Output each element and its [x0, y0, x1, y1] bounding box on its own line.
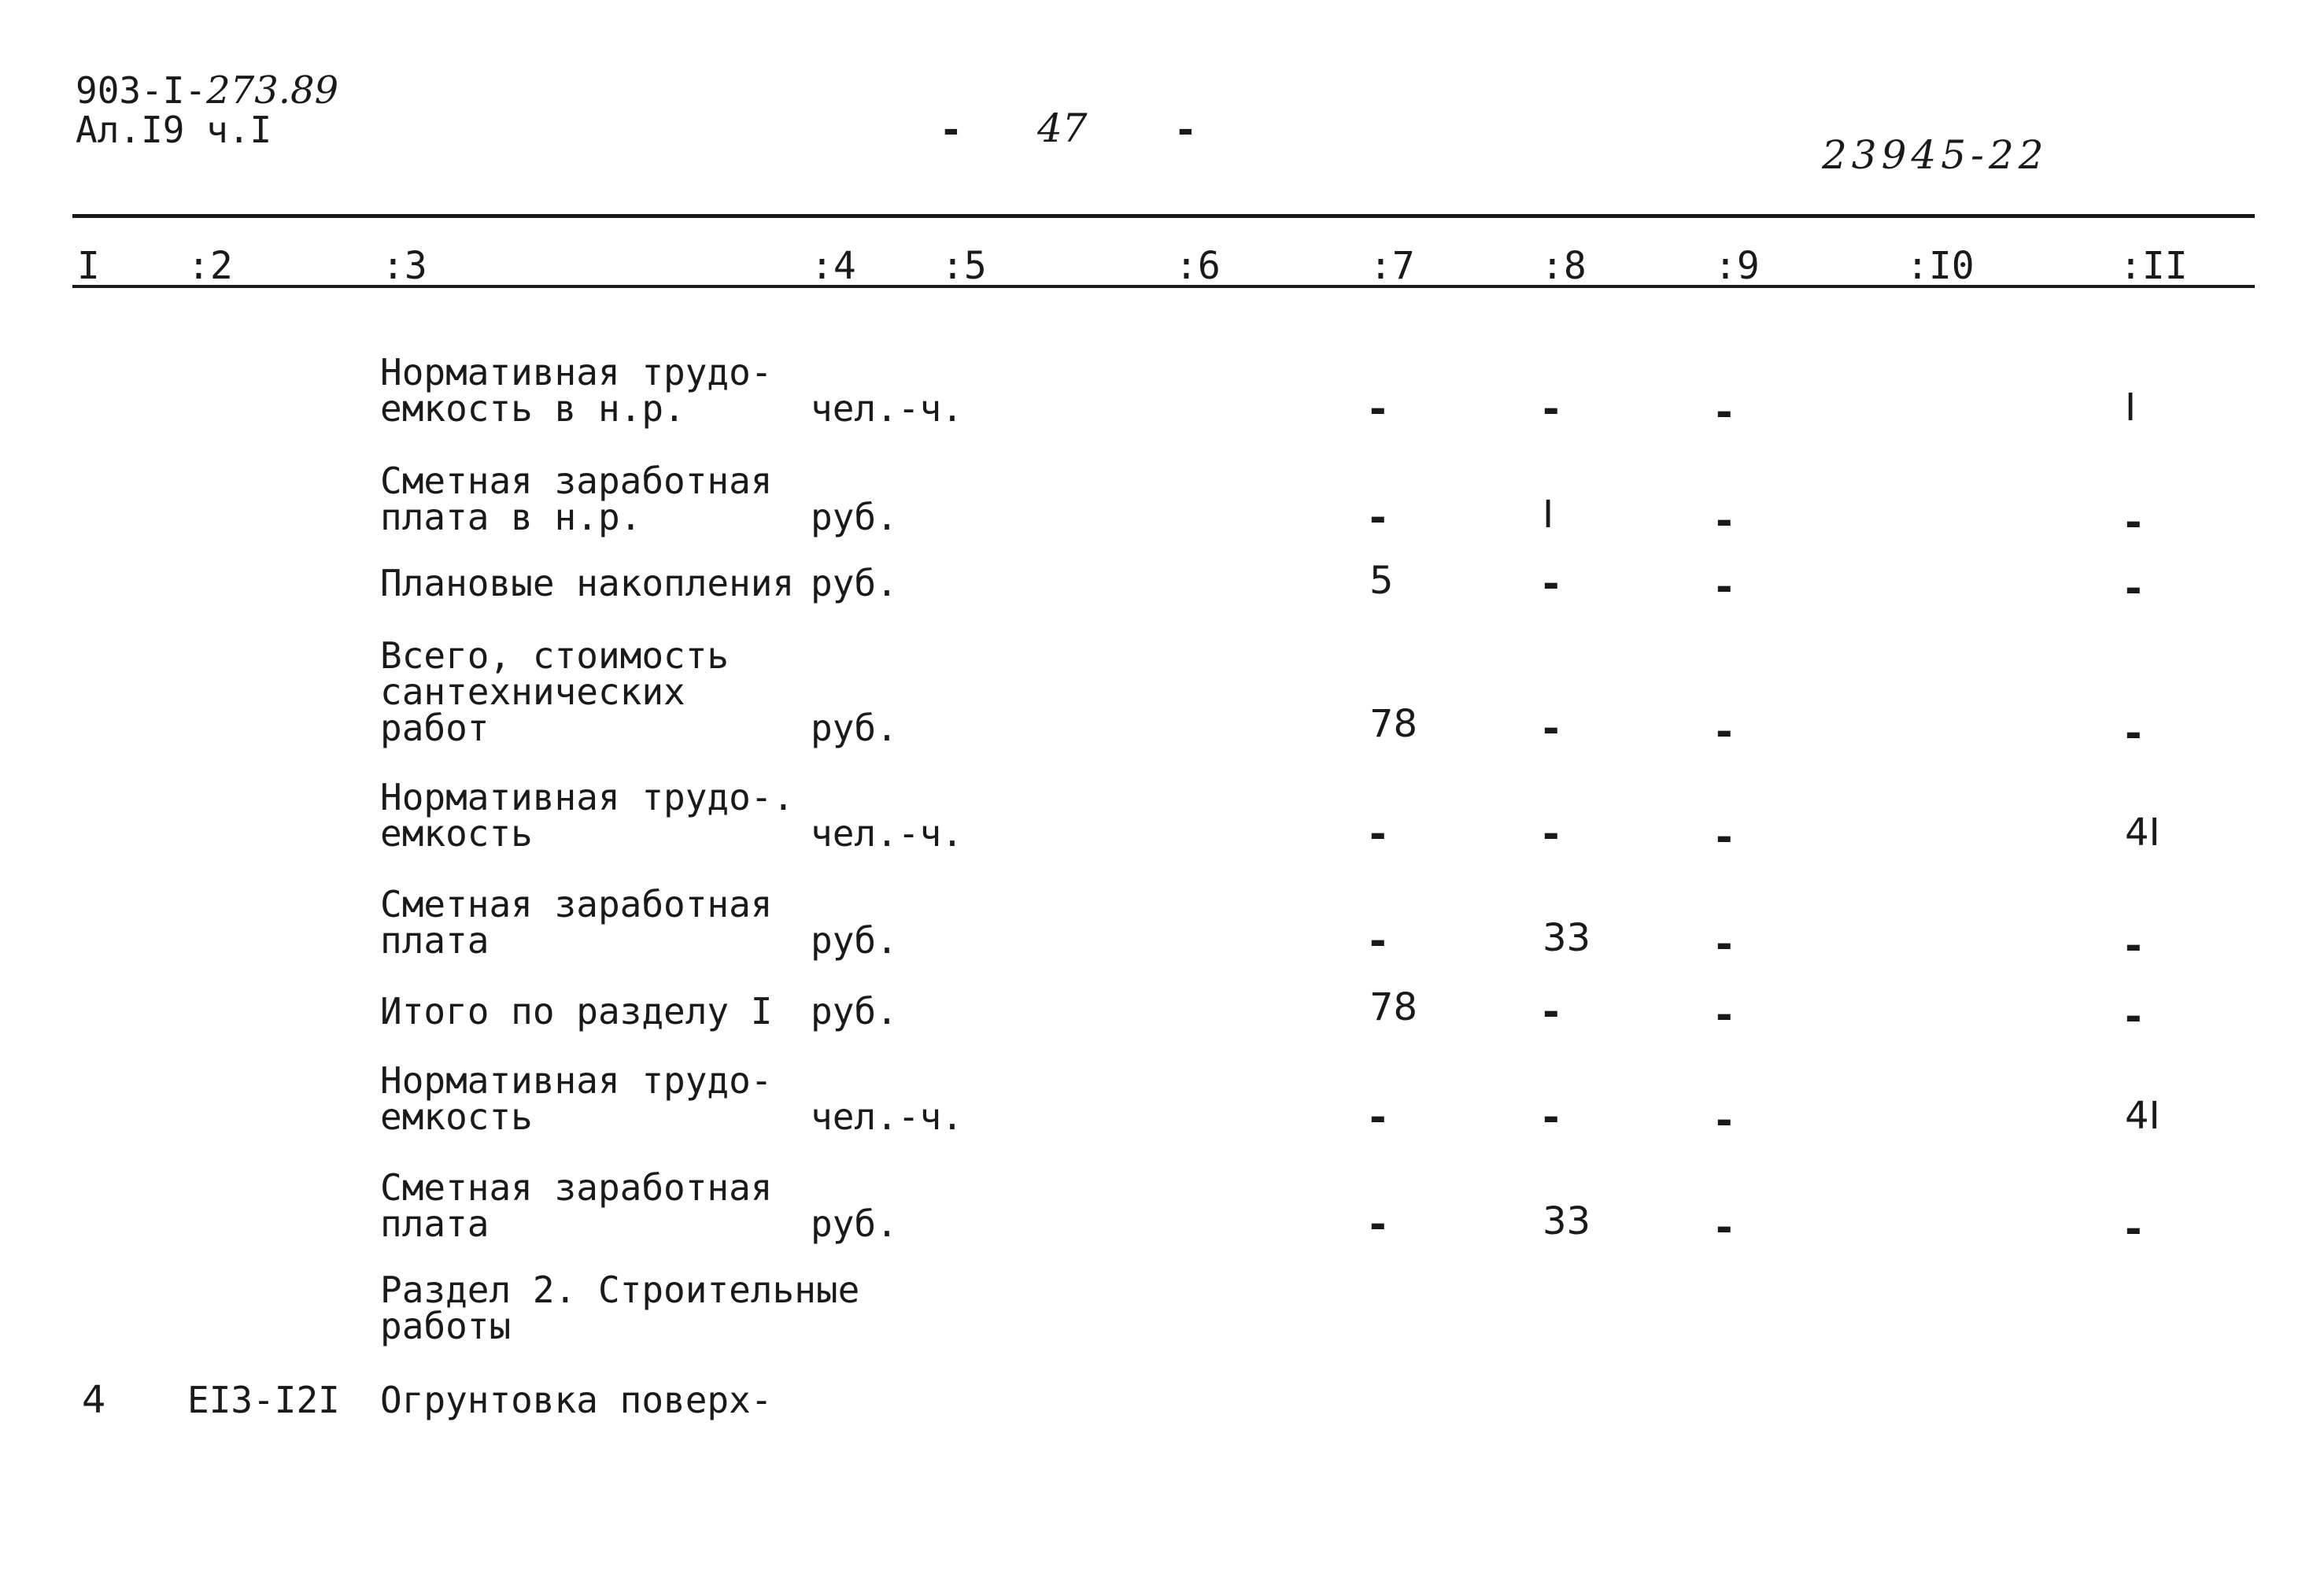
row-value-col9: -: [1716, 921, 1733, 968]
row-value-col11: 4I: [2125, 811, 2160, 855]
row-description-line: Всего, стоимость: [380, 634, 730, 677]
row-value-col8: -: [1543, 1094, 1560, 1141]
section-heading-line: Раздел 2. Строительные: [380, 1269, 860, 1311]
row-value-col8: -: [1543, 988, 1560, 1036]
table-top-rule: [72, 214, 2255, 218]
row-value-col11: -: [2125, 1206, 2142, 1253]
row-description-line: плата: [380, 1202, 490, 1245]
row-description-line: Нормативная трудо-: [380, 1059, 773, 1102]
row-value-col9: -: [1716, 708, 1733, 755]
row-value-col11: 4I: [2125, 1094, 2160, 1138]
row-description-line: Сметная заработная: [380, 1166, 773, 1209]
column-header-7: :7: [1369, 244, 1415, 288]
row-value-col9: -: [1716, 563, 1733, 611]
row-description-line: сантехнических: [380, 670, 685, 713]
row-value-col8: -: [1543, 811, 1560, 858]
row-unit: руб.: [811, 1202, 898, 1245]
row-value-col7: -: [1369, 494, 1387, 541]
inventory-number: 23945-22: [1822, 132, 2049, 178]
column-header-1: I: [77, 244, 100, 288]
document-code-prefix: 903-I-: [76, 69, 207, 112]
row-value-col8: -: [1543, 560, 1560, 608]
row-value-col11: -: [2125, 993, 2142, 1040]
row-value-col9: -: [1716, 389, 1733, 436]
row-unit: руб.: [811, 562, 898, 604]
row-value-col8: -: [1543, 386, 1560, 433]
row-value-col11: -: [2125, 710, 2142, 757]
row-description-line: емкость в н.р.: [380, 387, 685, 430]
row-value-col9: -: [1716, 497, 1733, 545]
row-value-col7: -: [1369, 386, 1387, 433]
page-number-dash-left: -: [943, 107, 959, 153]
row-description-line: Нормативная трудо-.: [380, 776, 795, 818]
row-number: 4: [82, 1378, 106, 1422]
page-number: 47: [1037, 105, 1088, 151]
row-description-line: Сметная заработная: [380, 883, 773, 925]
row-description-line: емкость: [380, 1095, 533, 1138]
row-value-col7: 5: [1369, 559, 1394, 603]
row-value-col11: -: [2125, 565, 2142, 612]
row-description-line: Нормативная трудо-: [380, 351, 773, 393]
row-value-col11: I: [2125, 386, 2137, 430]
row-unit: чел.-ч.: [811, 812, 963, 855]
row-description-line: Итого по разделу I: [380, 990, 773, 1032]
row-value-col7: -: [1369, 811, 1387, 858]
document-code-handwritten: 273.89: [206, 68, 339, 113]
row-value-col7: -: [1369, 1201, 1387, 1248]
row-description-line: Сметная заработная: [380, 460, 773, 502]
row-value-col8: I: [1543, 493, 1554, 537]
row-value-col7: 78: [1369, 985, 1418, 1029]
row-unit: руб.: [811, 990, 898, 1032]
row-unit: чел.-ч.: [811, 387, 963, 430]
row-code: EI3-I2I: [187, 1379, 340, 1421]
column-header-10: :I0: [1906, 244, 1975, 288]
row-value-col11: -: [2125, 922, 2142, 970]
column-header-11: :II: [2119, 244, 2188, 288]
column-header-8: :8: [1541, 244, 1587, 288]
row-unit: руб.: [811, 496, 898, 538]
row-description-line: плата: [380, 919, 490, 962]
row-unit: чел.-ч.: [811, 1095, 963, 1138]
row-description-line: плата в н.р.: [380, 496, 642, 538]
album-label: Ал.I9 ч.I: [76, 109, 272, 151]
column-header-6: :6: [1175, 244, 1221, 288]
row-description-line: емкость: [380, 812, 533, 855]
row-value-col7: 78: [1369, 702, 1418, 746]
column-header-9: :9: [1714, 244, 1760, 288]
column-header-5: :5: [941, 244, 987, 288]
document-code: [76, 68, 339, 113]
row-description-line: Огрунтовка поверх-: [380, 1379, 773, 1421]
row-value-col8: 33: [1543, 916, 1591, 960]
row-value-col9: -: [1716, 1097, 1733, 1144]
row-description-line: работ: [380, 707, 490, 749]
row-description-line: Плановые накопления: [380, 562, 795, 604]
row-value-col7: -: [1369, 918, 1387, 965]
row-unit: руб.: [811, 707, 898, 749]
row-value-col9: -: [1716, 814, 1733, 861]
column-header-2: :2: [187, 244, 233, 288]
row-value-col11: -: [2125, 499, 2142, 546]
row-value-col9: -: [1716, 1204, 1733, 1251]
column-header-4: :4: [811, 244, 856, 288]
row-unit: руб.: [811, 919, 898, 962]
row-value-col8: -: [1543, 705, 1560, 752]
row-value-col9: -: [1716, 992, 1733, 1039]
row-value-col7: -: [1369, 1094, 1387, 1141]
section-heading-line: работы: [380, 1305, 512, 1347]
row-value-col8: 33: [1543, 1199, 1591, 1243]
column-header-3: :3: [382, 244, 427, 288]
page-number-dash-right: -: [1177, 107, 1194, 153]
